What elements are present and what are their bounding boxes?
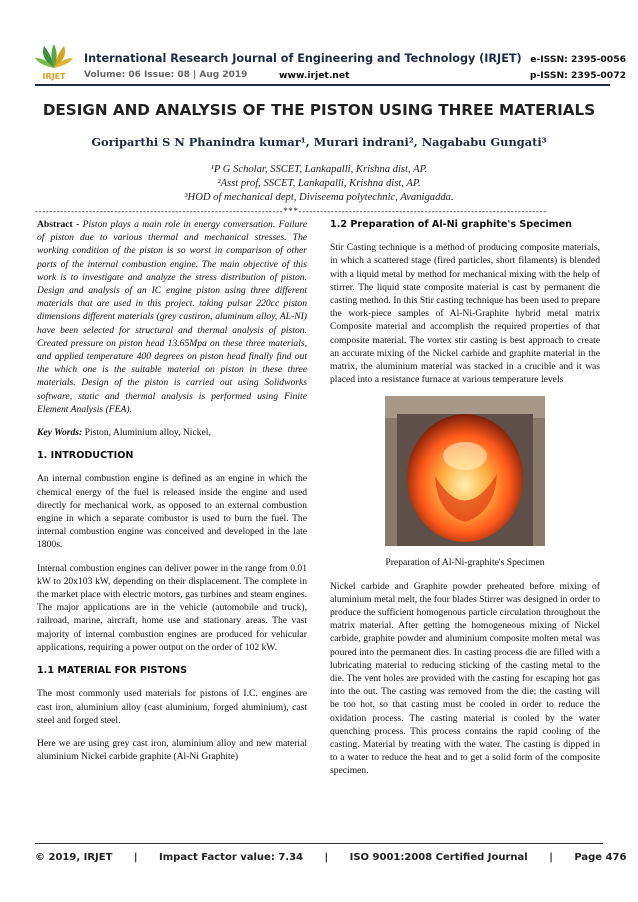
keywords-text: Piston, Aluminium alloy, Nickel,: [84, 427, 211, 439]
abstract-label: Abstract -: [37, 219, 80, 230]
paper-title: DESIGN AND ANALYSIS OF THE PISTON USING THREE MATERIALS: [42, 101, 596, 119]
affiliation-1: ¹P G Scholar, SSCET, Lankapalli, Krishna dist, AP.: [210, 164, 428, 175]
pissn: p-ISSN: 2395-0072: [529, 70, 626, 81]
furnace-photo: [385, 396, 545, 546]
prep-heading: 1.2 Preparation of Al-Ni graphite's Specimen: [330, 219, 572, 230]
keywords: [37, 426, 307, 439]
intro-heading: 1. INTRODUCTION: [37, 450, 134, 462]
prep-paragraph-2: Nickel carbide and Graphite powder preheated before mixing of aluminium metal melt, the four blades Stirrer was designed in order to produce the sufficient homogenous particle circulation throughout the matrix material. After getting the homogeneous mixing of Nickel carbide, graphite powder and aluminium composite molten metal was poured into the permanent dies. In casting process die are filled with a lubricating material to reducing sticking of the casting metal to the die. The vent holes are provided with the casting for escaping hot gas into the out. The casting was removed from the die; the casting will be too hot, so that casting must be cooled in order to reduce the oxidation process. The casting material is cooled by the water quenching process. This process contains the rapid cooling of the casting. Material by treating with the water. The casting is dipped in to a water to reduce the heat and to get a solid form of the composite specimen.: [330, 580, 600, 777]
figure-caption: Preparation of Al-Ni-graphite's Specimen: [385, 557, 545, 569]
irjet-logo-icon: [35, 44, 73, 84]
section-separator: ---------------------------------------------------------------------***---------------------------------------------------------------------: [35, 206, 547, 216]
keywords-label: Key Words:: [37, 427, 83, 439]
affiliation-2: ²Asst prof, SSCET, Lankapalli, Krishna dist, AP.: [217, 178, 421, 189]
footer-rule: [35, 843, 603, 844]
intro-paragraph-2: Internal combustion engines can deliver power in the range from 0.01 kW to 20x103 kW, depending on their displacement. The complete in the market place with electric motors, gas turbines and steam engines. The major applications are in the vehicle (automobile and truck), railroad, marine, aircraft, home use and stationary areas. The vast majority of internal combustion engines are produced for vehicular applications, requiring a power output on the order of 102 kW.: [37, 562, 307, 653]
footer-separator: |: [133, 852, 138, 863]
footer-separator: |: [549, 852, 553, 863]
material-heading: 1.1 MATERIAL FOR PISTONS: [37, 665, 188, 677]
abstract-text: Piston plays a main role in energy conversation. Failure of piston due to various thermal and mechanical stresses. The working condition of the piston is so worst in comparison of other parts of the internal combustion engine. The main objective of this work is to investigate and analyze the stress distribution of piston. Design and analysis of an IC engine piston using three different materials that are used in this project. taking pulsar 220cc piston dimensions different materials (grey castiron, aluminum alloy, AL-NI) have been selected for structural and thermal analysis of piston. Created pressure on piston head 13.65Mpa on these three materials, and applied temperature 400 degrees on piston head finally find out the which one is the suitable material on piston in these three materials. Design of the piston is carried out using Solidworks software, static and thermal analysis is performed using Finite Element Analysis (FEA).: [37, 219, 308, 415]
footer-separator: |: [324, 852, 329, 863]
journal-header: [0, 0, 638, 92]
footer-copyright: © 2019, IRJET: [35, 852, 113, 863]
footer-impact-factor: Impact Factor value: 7.34: [159, 852, 303, 863]
material-paragraph-1: The most commonly used materials for pistons of I.C. engines are cast iron, aluminium alloy (cast aluminium, forged aluminium), cast steel and forged steel.: [37, 688, 307, 726]
footer-page-number: Page 476: [574, 852, 627, 863]
logo-text: IRJET: [42, 72, 66, 81]
affiliation-3: ³HOD of mechanical dept, Diviseema polytechnic, Avanigadda.: [184, 192, 454, 203]
eissn: e-ISSN: 2395-0056: [530, 54, 626, 65]
right-column: [330, 218, 600, 788]
journal-website-link[interactable]: www.irjet.net: [279, 70, 350, 81]
left-column: [37, 218, 307, 773]
intro-paragraph-1: An internal combustion engine is defined as an engine in which the chemical energy of the fuel is released inside the engine and used directly for mechanical work, as opposed to an external combustion engine in which a separate combustor is used to burn the fuel. The internal combustion engine was conceived and developed in the late 1800s.: [37, 473, 307, 551]
page-footer: [35, 852, 627, 863]
abstract: [37, 218, 307, 416]
header-rule: [35, 84, 610, 86]
journal-name: International Research Journal of Engineering and Technology (IRJET): [84, 52, 522, 65]
volume-issue: Volume: 06 Issue: 08 | Aug 2019: [84, 70, 248, 80]
material-paragraph-2: Here we are using grey cast iron, aluminium alloy and new material aluminium Nickel carbide graphite (Al-Ni Graphite): [37, 737, 307, 763]
paper-authors: Goriparthi S N Phanindra kumar¹, Murari indrani², Nagababu Gungati³: [91, 135, 547, 149]
footer-iso: ISO 9001:2008 Certified Journal: [349, 852, 528, 863]
prep-paragraph-1: Stir Casting technique is a method of producing composite materials, in which a scattered stage (fired particles, short filaments) is blended with a liquid metal by method for mechanical mixing with the help of stirrer. The liquid state composite material is cast by permanent die casting method. In this Stir casting technique has been used to prepare the work-piece samples of Al-Ni-Graphite hybrid metal matrix Composite material and accomplish the required properties of that composite material. The vortex stir casting is best approach to create an accurate mixing of the Nickel carbide and graphite material in the matrix, the aluminium material was stacked in a crucible and it was placed into a resistance furnace at various temperature levels: [330, 242, 600, 386]
